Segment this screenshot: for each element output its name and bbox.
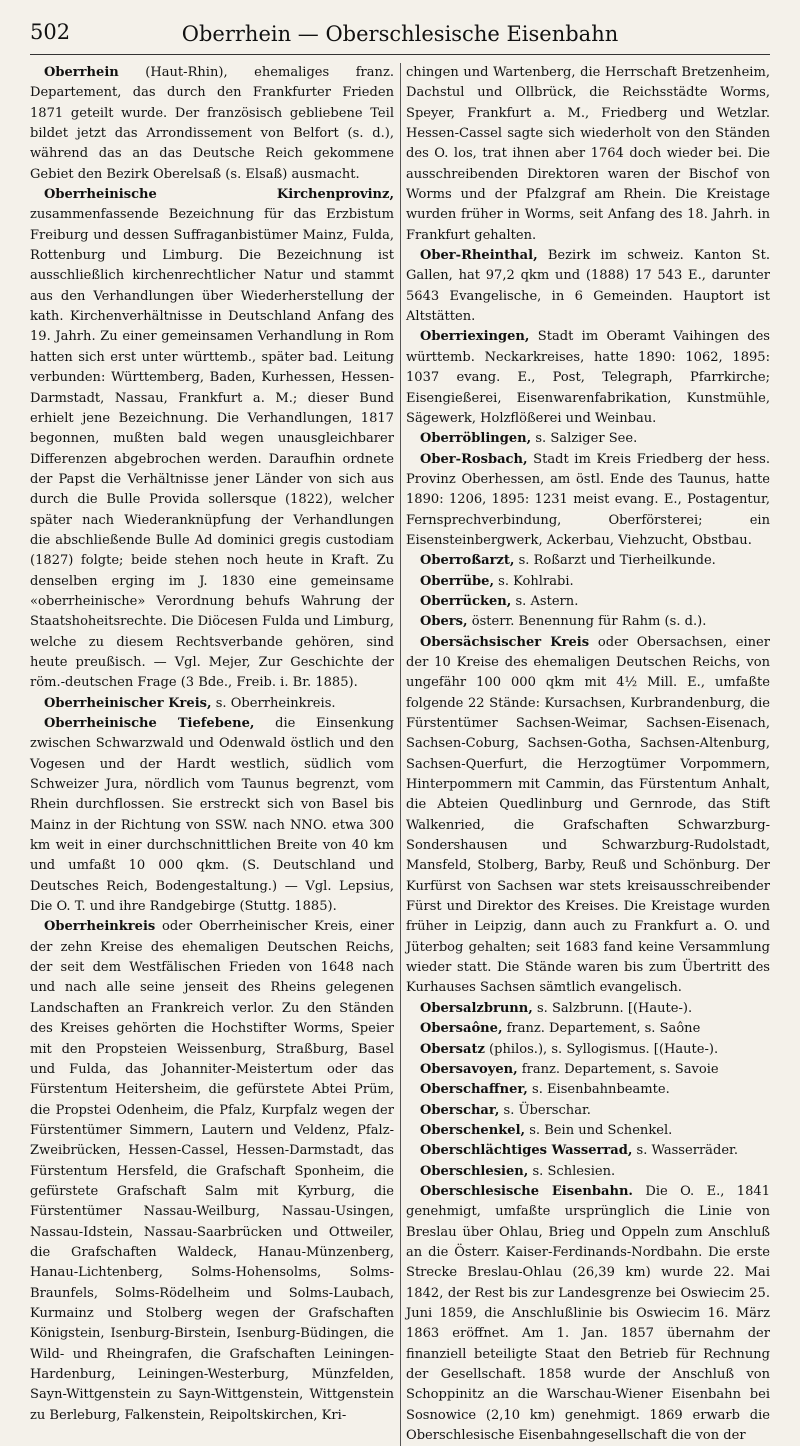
entry-lemma: Oberrübe, [420,573,494,589]
entry-lemma: Oberschlesische Eisenbahn. [420,1183,633,1199]
entry-lemma: Obersatz [420,1041,485,1057]
dictionary-entry [406,1141,770,1161]
dictionary-entry [406,429,770,449]
column-divider [400,63,401,1446]
dictionary-entry [406,633,770,999]
entry-text: Stadt im Oberamt Vaihingen des württemb. Neckarkreises, hatte 1890: 1062, 1895: 1037 evang. E., Post, Telegraph, Pfarrkirche; Eisengießerei, Eisenwarenfabrikation, Kunstmühle, Sägewerk, Holzflößerei und Weinbau. [406,329,770,426]
entry-lemma: Obers, [420,614,468,630]
dictionary-entry [406,327,770,429]
running-head: Oberrhein — Oberschlesische Eisenbahn [181,22,619,46]
entry-text: s. Eisenbahnbeamte. [527,1082,670,1098]
entry-text: s. Überschar. [499,1102,591,1118]
entry-lemma: Oberrheinkreis [44,919,156,935]
entry-lemma: Oberröblingen, [420,431,532,447]
entry-text: oder Oberrheinischer Kreis, einer der zehn Kreise des ehemaligen Deutschen Reichs, der seit dem Westfälischen Frieden von 1648 nach und nach alle seine jenseit des Rheins gelegenen Landschaften an Frankreich verlor. Zu den Ständen des Kreises gehörten die Hochstifter Worms, Speier mit den Propsteien Weissenburg, Straßburg, Basel und Fulda, das Johanniter-Meistertum oder das Fürstentum Heitersheim, die gefürstete Abtei Prüm, die Propstei Odenheim, die Pfalz, Kurpfalz wegen der Fürstentümer Simmern, Lautern und Veldenz, Pfalz-Zweibrücken, Hessen-Cassel, Hessen-Darmstadt, das Fürstentum Hersfeld, die Grafschaft Sponheim, die gefürstete Grafschaft Salm mit Kyrburg, die Fürstentümer Nassau-Weilburg, Nassau-Usingen, Nassau-Idstein, Nassau-Saarbrücken und Ottweiler, die Grafschaften Waldeck, Hanau-Münzenberg, Hanau-Lichtenberg, Solms-Hohensolms, Solms-Braunfels, Solms-Rödelheim und Solms-Laubach, Kurmainz und Stolberg wegen der Grafschaften Königstein, Isenburg-Birstein, Isenburg-Büdingen, die Wild- und Rheingrafen, die Grafschaften Leiningen-Hardenburg, Leiningen-Westerburg, Münzfelden, Sayn-Wittgenstein zu Sayn-Wittgenstein, Wittgenstein zu Berleburg, Falkenstein, Reipoltskirchen, Kri- [30,919,394,1423]
dictionary-entry [406,1080,770,1100]
entry-text: s. Schlesien. [528,1163,616,1179]
entry-lemma: Ober-Rosbach, [420,451,528,467]
entry-text: Bezirk im schweiz. Kanton St. Gallen, hat 97,2 qkm und (1888) 17 543 E., darunter 5643 Evangelische, in 6 Gemeinden. Hauptort ist Altstätten. [406,248,770,325]
entry-lemma: Obersaône, [420,1021,503,1037]
columns [30,63,770,1446]
entry-lemma: Obersalzbrunn, [420,1000,533,1016]
entry-lemma: Oberschaffner, [420,1082,528,1098]
dictionary-entry [30,63,394,185]
dictionary-entry [406,1101,770,1121]
dictionary-entry [406,1060,770,1080]
entry-text: s. Salziger See. [531,431,638,447]
entry-text: s. Roßarzt und Tierheilkunde. [514,553,716,569]
entry-text: Stadt im Kreis Friedberg der hess. Provinz Oberhessen, am östl. Ende des Taunus, hatte 1890: 1206, 1895: 1231 meist evang. E., Postagentur, Fernsprechverbindung, Oberförsterei; ein Eisensteinbergwerk, Ackerbau, Viehzucht, Obstbau. [406,451,770,548]
entry-text: (Haut-Rhin), ehemaliges franz. Departement, das durch den Frankfurter Frieden 1871 geteilt wurde. Der französisch gebliebene Teil bildet jetzt das Arrondissement von Belfort (s. d.), während das an das Deutsche Reich gekommene Gebiet den Bezirk Oberelsaß (s. Elsaß) ausmacht. [30,65,394,182]
entry-text: s. Bein und Schenkel. [525,1122,673,1138]
entry-text: s. Wasserräder. [632,1143,738,1159]
page-header [30,20,770,55]
entry-text: (philos.), s. Syllogismus. [(Haute-). [484,1041,719,1057]
page-number: 502 [30,20,71,44]
dictionary-entry [30,714,394,917]
entry-lemma: Oberschar, [420,1102,500,1118]
entry-text: s. Oberrheinkreis. [211,695,336,711]
entry-lemma: Oberschenkel, [420,1122,526,1138]
entry-lemma: Oberrheinische Tiefebene, [44,716,255,731]
left-column [30,63,394,1446]
dictionary-entry [406,1182,770,1446]
entry-text: s. Salzbrunn. [(Haute-). [532,1000,693,1016]
dictionary-entry [406,450,770,552]
entry-lemma: Obersächsischer Kreis [420,634,590,650]
entry-lemma: Oberrheinischer Kreis, [44,695,212,711]
entry-lemma: Oberschlächtiges Wasserrad, [420,1143,633,1159]
dictionary-entry [406,1019,770,1039]
entry-text: Die O. E., 1841 genehmigt, umfaßte ursprünglich die Linie von Breslau über Ohlau, Brieg und Oppeln zum Anschluß an die Österr. Kaiser-Ferdinands-Nordbahn. Die erste Strecke Breslau-Ohlau (26,39 km) wurde 22. Mai 1842, der Rest bis zur Landesgrenze bei Oswiecim 25. Juni 1859, die Anschlußlinie bis Oswiecim 16. März 1863 eröffnet. Am 1. Jan. 1857 übernahm der finanziell beteiligte Staat den Betrieb für Rechnung der Gesellschaft. 1858 wurde der Anschluß von Schoppinitz an die Warschau-Wiener Eisenbahn bei Sosnowice (2,10 km) genehmigt. 1869 erwarb die Oberschlesische Eisenbahngesellschaft die von der [406,1183,770,1444]
dictionary-entry [406,1162,770,1182]
dictionary-entry [406,1040,770,1060]
dictionary-entry [406,572,770,592]
dictionary-entry [406,551,770,571]
dictionary-entry [406,246,770,327]
entry-text: franz. Departement, s. Saône [502,1021,701,1037]
entry-text: chingen und Wartenberg, die Herrschaft Bretzenheim, Dachstul und Ollbrück, die Reichsstädte Worms, Speyer, Frankfurt a. M., Friedberg und Wetzlar. Hessen-Cassel sagte sich wiederholt von den Ständen des O. los, trat ihnen aber 1764 doch wieder bei. Die ausschreibenden Direktoren waren der Bischof von Worms und der Pfalzgraf am Rhein. Die Kreistage wurden früher in Worms, seit Anfang des 18. Jahrh. in Frankfurt gehalten. [406,65,770,243]
dictionary-entry [30,185,394,694]
dictionary-entry [406,63,770,246]
dictionary-entry [30,694,394,714]
entry-text: s. Kohlrabi. [494,573,574,589]
entry-text: die Einsenkung zwischen Schwarzwald und Odenwald östlich und den Vogesen und der Hardt westlich, südlich vom Schweizer Jura, nördlich vom Taunus begrenzt, vom Rhein durchflossen. Sie erstreckt sich von Basel bis Mainz in der Richtung von SSW. nach NNO. etwa 300 km weit in einer durchschnittlichen Breite von 40 km und umfaßt 10 000 qkm. (S. Deutschland und Deutsches Reich, Bodengestaltung.) — Vgl. Lepsius, Die O. T. und ihre Randgebirge (Stuttg. 1885). [30,716,394,915]
entry-lemma: Oberrheinische Kirchenprovinz, [44,187,394,203]
entry-lemma: Oberrücken, [420,593,512,609]
entry-text: oder Obersachsen, einer der 10 Kreise des ehemaligen Deutschen Reichs, von ungefähr 100 000 qkm mit 4½ Mill. E., umfaßte folgende 22 Stände: Kursachsen, Kurbrandenburg, die Fürstentümer Sachsen-Weimar, Sachsen-Eisenach, Sachsen-Coburg, Sachsen-Gotha, Sachsen-Altenburg, Sachsen-Querfurt, die Herzogtümer Vorpommern, Hinterpommern mit Cammin, das Fürstentum Anhalt, die Abteien Quedlinburg und Gernrode, das Stift Walkenried, die Grafschaften Schwarzburg-Sondershausen und Schwarzburg-Rudolstadt, Mansfeld, Stolberg, Barby, Reuß und Schönburg. Der Kurfürst von Sachsen war stets kreisausschreibender Fürst und Direktor des Kreises. Die Kreistage wurden früher in Leipzig, dann auch zu Frankfurt a. O. und Jüterbog gehalten; seit 1683 fand keine Versammlung wieder statt. Die Stände waren bis zum Übertritt des Kurhauses Sachsen sämtlich evangelisch. [406,634,770,996]
entry-text: zusammenfassende Bezeichnung für das Erzbistum Freiburg und dessen Suffraganbistümer Mainz, Fulda, Rottenburg und Limburg. Die Bezeichnung ist ausschließlich kirchenrechtlicher Natur und stammt aus den Verhandlungen über Wiederherstellung der kath. Kirchenverhältnisse in Deutschland Anfang des 19. Jahrh. Zu einer gemeinsamen Verhandlung in Rom hatten sich erst unter württemb., später bad. Leitung verbunden: Württemberg, Baden, Kurhessen, Hessen-Darmstadt, Nassau, Frankfurt a. M.; dieser Bund erhielt jene Bezeichnung. Die Verhandlungen, 1817 begonnen, mußten bald wegen unausgleichbarer Differenzen abgebrochen werden. Daraufhin ordnete der Papst die Verhältnisse jener Länder von sich aus durch die Bulle Provida sollersque (1822), welcher später nach Wiederanknüpfung der Verhandlungen die abschließende Bulle Ad dominici gregis custodiam (1827) folgte; beide stehen noch heute in Kraft. Zu denselben erging im J. 1830 eine gemeinsame «oberrheinische» Verordnung behufs Wahrung der Staatshoheitsrechte. Die Diöcesen Fulda und Limburg, welche zu diesem Rechtsverbande gehören, sind heute preußisch. — Vgl. Mejer, Zur Geschichte der röm.-deutschen Frage (3 Bde., Freib. i. Br. 1885). [30,207,394,691]
entry-text: s. Astern. [511,593,579,609]
entry-lemma: Oberroßarzt, [420,553,515,569]
dictionary-entry [406,592,770,612]
dictionary-entry [406,1121,770,1141]
entry-lemma: Oberrhein [44,65,119,80]
dictionary-entry [406,612,770,632]
dictionary-entry [30,917,394,1426]
entry-text: österr. Benennung für Rahm (s. d.). [467,614,707,630]
right-column [406,63,770,1446]
entry-lemma: Obersavoyen, [420,1061,518,1077]
entry-text: franz. Departement, s. Savoie [517,1061,719,1077]
entry-lemma: Oberriexingen, [420,329,530,345]
dictionary-entry [406,999,770,1019]
entry-lemma: Oberschlesien, [420,1163,529,1179]
entry-lemma: Ober-Rheinthal, [420,248,538,264]
